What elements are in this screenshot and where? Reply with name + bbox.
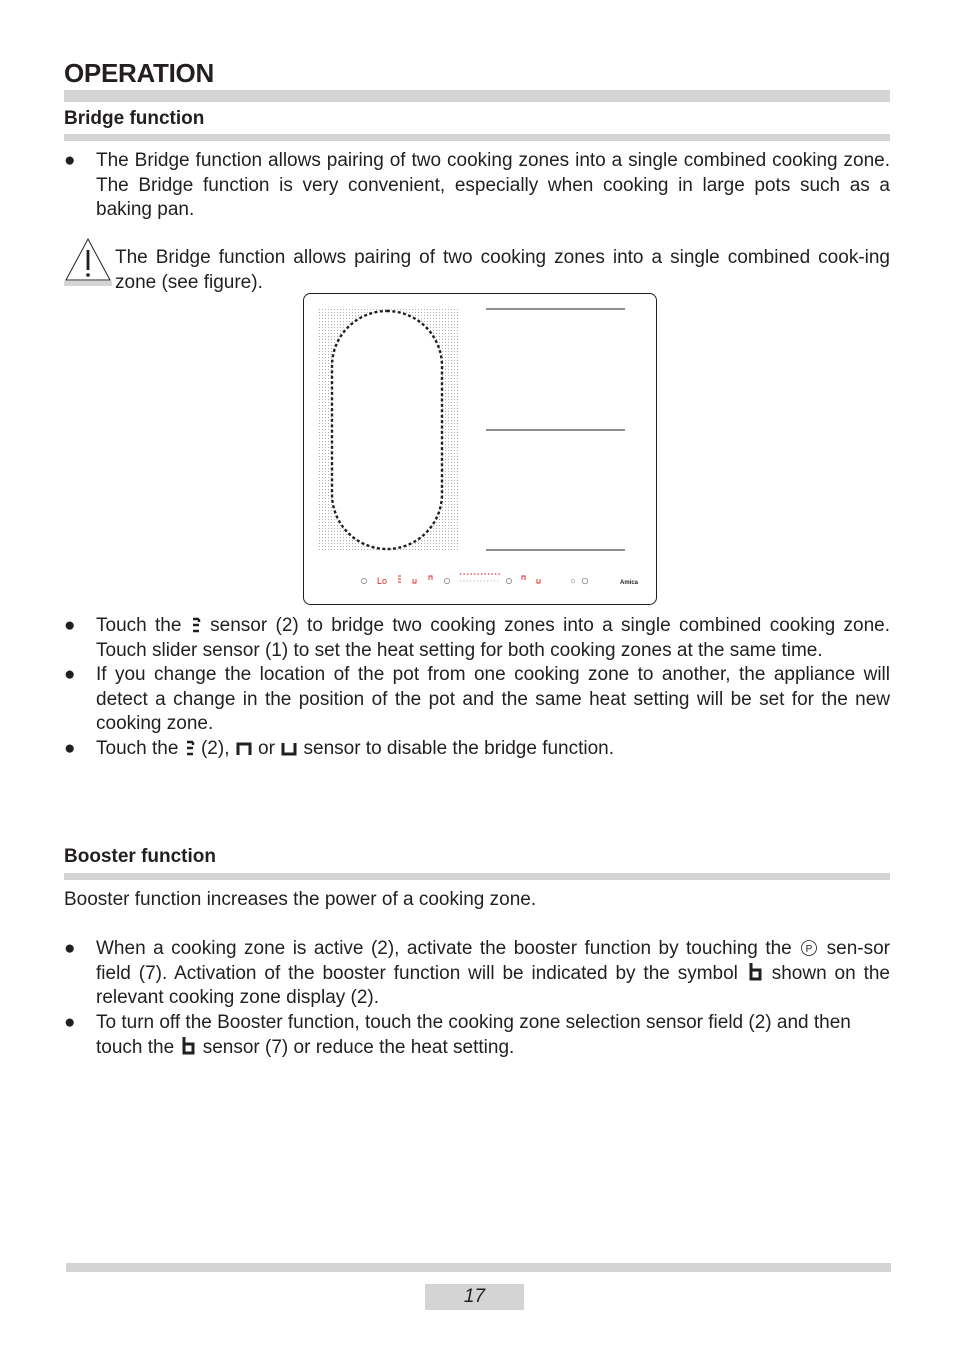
bridge-bullet-4-part-a: Touch the xyxy=(96,738,179,759)
bullet-dot: ● xyxy=(64,738,76,759)
warning-text: The Bridge function allows pairing of two cooking zones into a single combined cook-ing zone (see figure). xyxy=(115,247,890,293)
display-lo: Lo xyxy=(377,576,388,586)
booster-bullet-2-part-b: sensor (7) or reduce the heat setting. xyxy=(202,1036,515,1058)
footer-rule xyxy=(66,1263,891,1272)
warning-triangle-icon xyxy=(64,236,112,286)
zone-bottom-icon xyxy=(280,741,298,757)
hob-figure xyxy=(303,293,657,605)
booster-bullet-1 xyxy=(64,937,890,1011)
brand-logo: Amica xyxy=(620,580,639,586)
booster-intro: Booster function increases the power of a cooking zone. xyxy=(64,889,537,910)
svg-text:P: P xyxy=(805,944,813,955)
booster-bullet-1-part-b: sen-sor field (7). Activation of the booster function will be indicated by the symbol xyxy=(96,938,890,984)
booster-bullet-1-part-a: When a cooking zone is active (2), activate the booster function by touching the xyxy=(96,938,792,959)
page-title: OPERATION xyxy=(64,58,214,88)
bridge-bullet-3-text: If you change the location of the pot from one cooking zone to another, the appliance will detect a change in the position of the pot and the same heat setting will be set for the new cooking zone. xyxy=(96,664,890,735)
booster-heading: Booster function xyxy=(64,846,216,867)
bullet-dot: ● xyxy=(64,615,76,636)
bridge-bullet-2 xyxy=(64,614,890,663)
bridge-sensor-icon xyxy=(190,616,202,634)
bridge-bullet-1-text: The Bridge function allows pairing of two cooking zones into a single combined cooking zone. The Bridge function is very convenient, especially when cooking in large pots such as a baking pan. xyxy=(96,150,890,221)
booster-bullet-2-part-a: To turn off the Booster function, touch the cooking zone selection sensor field (2) and then touch the xyxy=(96,1012,851,1058)
booster-b-icon xyxy=(179,1036,197,1056)
bridge-heading-rule xyxy=(64,134,890,141)
zone-top-icon xyxy=(235,741,253,757)
bridge-bullet-4-part-c: or xyxy=(258,738,275,759)
bullet-dot: ● xyxy=(64,150,76,171)
bridge-sensor-icon xyxy=(184,739,196,757)
page-number: 17 xyxy=(425,1284,524,1310)
booster-bullet-1-part-c: shown on the relevant cooking zone display (2). xyxy=(96,962,890,1009)
bridge-bullet-4-text xyxy=(96,737,890,762)
bridged-zone-outline xyxy=(332,311,442,549)
bullet-dot: ● xyxy=(64,938,76,959)
bullet-dot: ● xyxy=(64,664,76,685)
title-rule xyxy=(64,90,890,102)
bridge-heading: Bridge function xyxy=(64,108,205,129)
booster-b-icon xyxy=(746,962,764,982)
bullet-dot: ● xyxy=(64,1012,76,1033)
bridge-bullet-1 xyxy=(64,149,890,223)
bridge-bullet-2-part-a: Touch the xyxy=(96,615,182,636)
booster-bullet-2-text xyxy=(96,1011,890,1060)
booster-p-icon xyxy=(799,939,819,957)
booster-bullet-2 xyxy=(64,1011,890,1060)
bridge-bullet-3 xyxy=(64,663,890,737)
booster-bullet-1-text xyxy=(96,937,890,1011)
bridge-bullet-2-part-b: sensor (2) to bridge two cooking zones into a single combined cooking zone. Touch slider sensor (1) to set the heat setting for both cooking zones at the same time. xyxy=(96,615,890,661)
booster-heading-rule xyxy=(64,873,890,880)
bridge-bullet-4-part-d: sensor to disable the bridge function. xyxy=(303,738,615,759)
bridge-bullet-4 xyxy=(64,737,890,762)
bridge-bullet-4-part-b: (2), xyxy=(200,738,230,759)
bridge-bullet-2-text xyxy=(96,614,890,663)
